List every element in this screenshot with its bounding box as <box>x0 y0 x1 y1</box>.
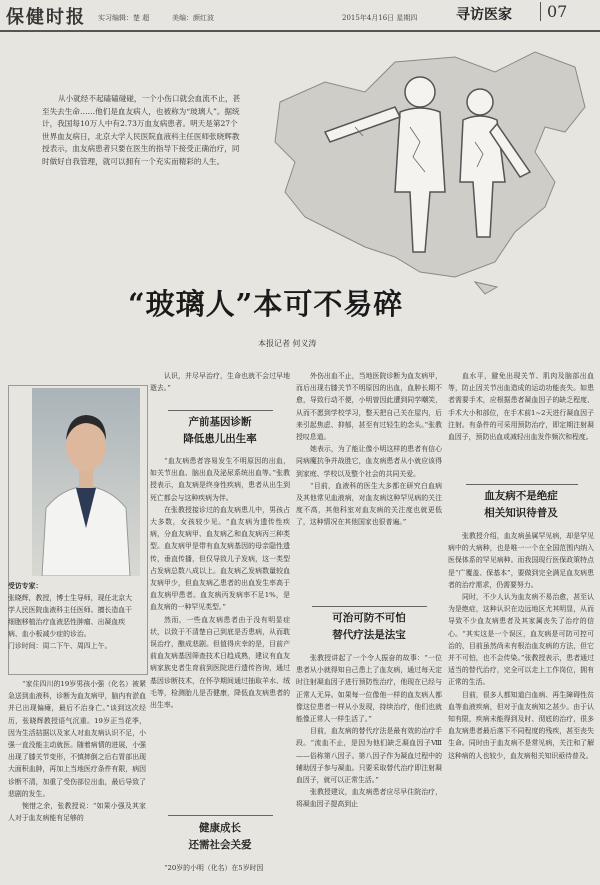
col3-paragraph: 张教授讲起了一个令人振奋的故事：“一位患者从小就得知自己患上了血友病，通过每天定时注射凝血因子进行预防性治疗，他现在已经与正常人无异。如果每一位像他一样的血友病人都像这位患者一样从小发现，持续治疗，他们也就能像正常人一样生活了。” <box>296 654 442 724</box>
expert-bio: 张晓辉，教授，博士生导师，现任北京大学人民医院血液科主任医师。擅长造血干细胞移植治疗血液恶性肿瘤、出凝血疾病、血小板减少症的诊治。 <box>8 594 133 638</box>
subhead-growth: 健康成长 还需社会关爱 <box>188 822 252 851</box>
column-4-body <box>448 530 594 762</box>
col1-paragraph: 惋惜之余，张教授说：“如果小强及其家人对于血友病能有足够的 <box>8 802 146 823</box>
column-3 <box>296 370 442 529</box>
col2-top: 认识，并尽早治疗，生命也就不会过早地逝去。” <box>150 372 290 393</box>
expert-hours: 门诊时间：周二下午、周四上午。 <box>8 642 112 650</box>
subhead-prenatal: 产前基因诊断 降低患儿出生率 <box>183 416 257 445</box>
column-1 <box>8 678 146 824</box>
column-4 <box>448 370 594 443</box>
expert-label: 受访专家： <box>8 582 43 590</box>
col4-paragraph: 同时，不少人认为血友病不易治愈，甚至认为是绝症，这种认识在边远地区尤其明显，从而导致不少血友病患者及其家属丧失了治疗的信心。“其实这是一个误区，血友病是可防可控可治的，目前虽然尚未有根治血友病的方法，但它并不可怕，也不会传染。”张教授表示，患者通过适当的替代治疗，完全可以走上工作岗位，拥有正常的生活。 <box>448 593 594 687</box>
col2-tail: “20岁的小明（化名）在5岁时因 <box>164 864 264 872</box>
subhead-treatment: 可治可防不可怕 替代疗法是法宝 <box>332 612 406 641</box>
column-2-tail <box>150 862 290 874</box>
col2-paragraph: “血友病患者容易发生不明原因的出血，如关节出血、脑出血及泌尿系统出血等。”张教授表示，血友病是终身性疾病，患者从出生到死亡都会与这种疾病为伴。 <box>150 457 290 502</box>
col2-paragraph: 然而，一些血友病患者由于没有明显症状，以致于不清楚自己到底是否患病，从而耽误治疗，酿成悲剧。但值得庆幸的是，目前产前血友病基因筛查技术日趋成熟，建议有血友病家族史者生育前到医院进行遗传咨询，通过基因诊断技术，在怀孕期间通过抽取羊水、绒毛等，检测胎儿是否健康，降低血友病患者的出生率。 <box>150 615 290 710</box>
subhead-rule <box>168 410 273 411</box>
col4-paragraph: 张教授介绍，血友病虽属罕见病，却是罕见病中的大病种，也是唯一一个在全国范围内纳入医保体系的罕见病种。而我国现行医保政策特点是“广覆盖、保基本”，要做到完全满足血友病患者的治疗需求，仍需要努力。 <box>448 532 594 589</box>
column-2-body <box>150 455 290 711</box>
subhead-not-terminal: 血友病不是绝症 相关知识待普及 <box>484 490 558 519</box>
subhead-rule <box>168 815 273 816</box>
masthead: 保健时报 <box>6 7 86 28</box>
col3-paragraph: 张教授建议，血友病患者应尽早住院治疗，将凝血因子提高到止 <box>296 788 442 809</box>
byline: 本报记者 何义涛 <box>258 339 317 348</box>
article-title: “玻璃人”本可不易碎 <box>128 287 404 321</box>
page-number: 07 <box>540 2 567 21</box>
china-map-illustration <box>245 32 595 297</box>
col2-paragraph: 在张教授接诊过的血友病患儿中，男孩占大多数，女孩较少见。“血友病为遗传性疾病，分血友病甲、血友病乙和血友病丙三种类型。血友病甲是带有血友病基因的母亲隐性遗传，垂直传播，但仅导致儿子发病，这一类型占发病总数八成以上。血友病乙发病数量较血友病甲少，但血友病乙患者的出血发生率高于血友病甲患者。血友病丙发病率不足1%，是血友病的一种罕见类型。” <box>150 505 290 612</box>
island-shape <box>475 282 497 294</box>
issue-date: 2015年4月16日 星期四 <box>342 14 418 22</box>
expert-photo <box>32 388 140 576</box>
col3-paragraph: 外伤出血不止，当地医院诊断为血友病甲，而后出现右膝关节不明原因的出血，血肿长期不愈，导致行动不便，小明曾因此遭到同学嘲笑，从而不愿到学校学习，整天把自己关在屋内，后来引起焦虑、抑郁，甚至有过轻生的念头。”张教授叹息道。 <box>296 372 442 442</box>
col4-paragraph: 目前，很多人都知道白血病、再生障碍性贫血等血液疾病，但对于血友病知之甚少。由于认知有限，疾病未能得到及时、彻底的治疗，很多血友病患者最后落下不同程度的残疾，甚至丧失生命。同时由于血友病不是常见病，关注和了解这种病的人也较少，血友病相关知识亟待普及。 <box>448 690 594 760</box>
column-2 <box>150 370 290 394</box>
intro-paragraph: 从小就经不起磕磕碰碰，一个小伤口就会血流不止，甚至失去生命……他们是血友病人，也被称为“玻璃人”。据统计，我国每10万人中有2.73万血友病患者。明天是第27个世界血友病日，北京大学人民医院血液科主任医师张晓辉教授表示，血友病患者只要在医生的指导下接受正确治疗，同时做好自我管理，就可以拥有一个充实而精彩的人生。 <box>42 94 241 166</box>
expert-info <box>8 580 138 652</box>
editor-credit: 实习编辑：楚 超 <box>98 14 150 22</box>
subhead-rule <box>312 606 427 607</box>
column-3-body <box>296 652 442 811</box>
col3-paragraph: 目前，血友病的替代疗法是最有效的治疗手段。“流血不止，是因为他们缺乏凝血因子Ⅷ——俗称第八因子。第八因子作为凝血过程中的辅助因子参与凝血。只要采取替代治疗即注射凝血因子，就可以正常生活。” <box>296 727 442 785</box>
designer-credit: 美编：颜红波 <box>172 14 214 22</box>
col1-paragraph: “家住四川的19岁男孩小强（化名）被紧急送到血液科，诊断为血友病甲，脑内有淤血并已出现偏瘫，最后不治身亡。”谈到这次经历，张晓辉教授语气沉重。19岁正当花季，因为生活拮据以及家人对血友病认识不足，小强一直没能主动就医。随着病情的进展，小强出现了膝关节变形，不慎摔倒之后右胃部出现大面积血肿，再加上当地医疗条件有限，病因诊断不清，加重了受伤部位出血，最后导致了悲剧的发生。 <box>8 680 146 798</box>
col3-paragraph: “目前，血液科的医生大多都在研究白血病及其他常见血液病，对血友病这种罕见病的关注度不高，其他科室对血友病的关注度也就更低了，这种情况在其他国家也很普遍。” <box>296 481 442 527</box>
col4-paragraph: 血水平，避免出现关节、肌肉及脑部出血等，防止因关节出血造成的运动功能丧失。如患者需要手术，应根据患者凝血因子的缺乏程度、手术大小和部位，在手术前1~2天进行凝血因子注射。有条件的可采用预防治疗，即定期注射凝血因子，预防出血或减轻出血发作频次和程度。 <box>448 372 594 442</box>
col3-paragraph: 她表示，为了能让像小明这样的患者有信心同病魔抗争并战胜它，血友病患者从小就应该得到家庭、学校以及整个社会的共同关爱。 <box>296 445 442 478</box>
subhead-rule <box>466 484 578 485</box>
section-title: 寻访医家 <box>456 7 512 23</box>
